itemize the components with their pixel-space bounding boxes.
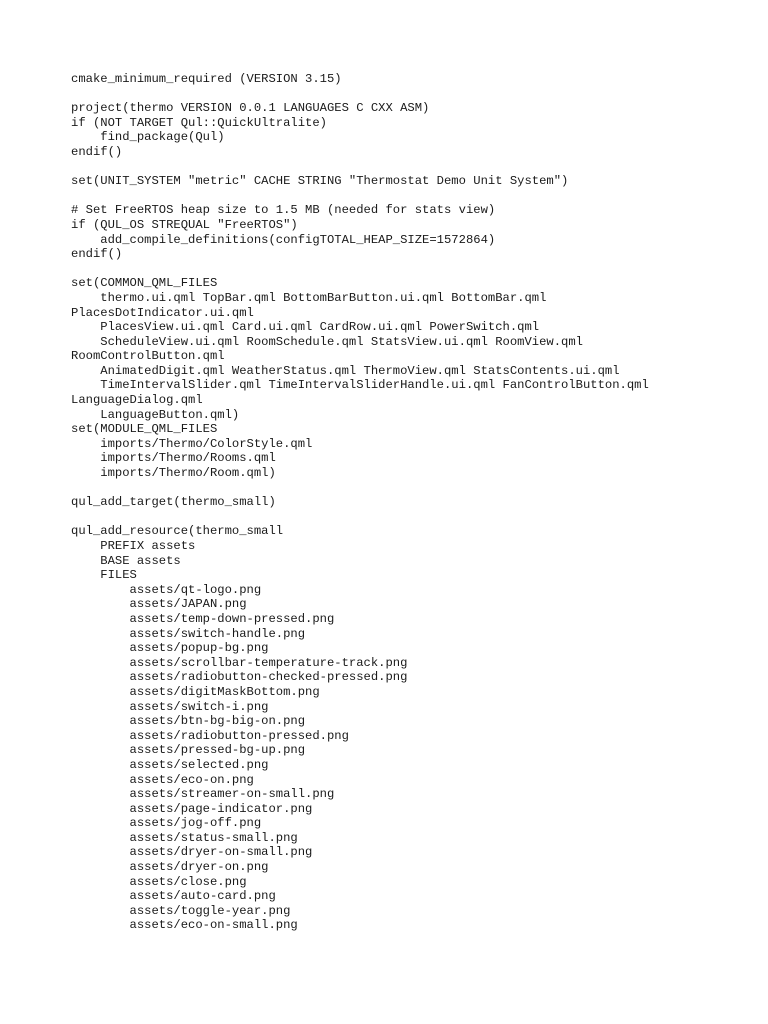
blank-line — [71, 87, 751, 102]
code-line: assets/pressed-bg-up.png — [71, 743, 306, 758]
code-line: assets/dryer-on.png — [71, 860, 269, 875]
code-line: ScheduleView.ui.qml RoomSchedule.qml StatsView.ui.qml RoomView.qml — [71, 334, 583, 349]
code-line: assets/dryer-on-small.png — [71, 845, 313, 860]
blank-line — [71, 262, 751, 277]
code-line: assets/eco-on-small.png — [71, 918, 298, 933]
code-line: assets/auto-card.png — [71, 889, 276, 904]
code-line: assets/switch-handle.png — [71, 626, 306, 641]
code-line: set(MODULE_QML_FILES — [71, 422, 218, 437]
code-line: assets/popup-bg.png — [71, 641, 269, 656]
code-line: LanguageButton.qml) — [71, 407, 240, 422]
code-line: LanguageDialog.qml — [71, 393, 203, 408]
code-line: imports/Thermo/Rooms.qml — [71, 451, 276, 466]
code-line: RoomControlButton.qml — [71, 349, 225, 364]
code-line: assets/toggle-year.png — [71, 903, 291, 918]
code-line: assets/switch-i.png — [71, 699, 269, 714]
code-line: assets/close.png — [71, 874, 247, 889]
blank-line — [71, 189, 751, 204]
code-line: assets/page-indicator.png — [71, 801, 313, 816]
code-line: assets/JAPAN.png — [71, 597, 247, 612]
code-line: assets/qt-logo.png — [71, 582, 262, 597]
code-line: imports/Thermo/ColorStyle.qml — [71, 436, 313, 451]
code-line: BASE assets — [71, 553, 181, 568]
code-line: assets/jog-off.png — [71, 816, 262, 831]
code-line: find_package(Qul) — [71, 130, 225, 145]
code-line: add_compile_definitions(configTOTAL_HEAP_SIZE=1572864) — [71, 232, 496, 247]
code-line: assets/radiobutton-pressed.png — [71, 728, 349, 743]
code-line: FILES — [71, 568, 137, 583]
code-line: if (NOT TARGET Qul::QuickUltralite) — [71, 115, 327, 130]
code-line: project(thermo VERSION 0.0.1 LANGUAGES C CXX ASM) — [71, 101, 430, 116]
code-line: set(UNIT_SYSTEM "metric" CACHE STRING "Thermostat Demo Unit System") — [71, 174, 569, 189]
code-line: PlacesView.ui.qml Card.ui.qml CardRow.ui.qml PowerSwitch.qml — [71, 320, 540, 335]
code-line: endif() — [71, 144, 123, 159]
blank-line — [71, 510, 751, 525]
code-line: assets/btn-bg-big-on.png — [71, 714, 306, 729]
code-line: assets/digitMaskBottom.png — [71, 684, 320, 699]
code-line: assets/streamer-on-small.png — [71, 787, 335, 802]
code-line: qul_add_target(thermo_small) — [71, 495, 276, 510]
blank-line — [71, 160, 751, 175]
code-listing — [71, 72, 751, 933]
code-line: imports/Thermo/Room.qml) — [71, 466, 276, 481]
code-line: assets/radiobutton-checked-pressed.png — [71, 670, 408, 685]
blank-line — [71, 481, 751, 496]
code-line: thermo.ui.qml TopBar.qml BottomBarButton.ui.qml BottomBar.qml — [71, 290, 547, 305]
code-line: assets/status-small.png — [71, 830, 298, 845]
code-line: assets/eco-on.png — [71, 772, 254, 787]
code-line: assets/selected.png — [71, 757, 269, 772]
code-line: cmake_minimum_required (VERSION 3.15) — [71, 72, 342, 86]
code-line: PlacesDotIndicator.ui.qml — [71, 305, 254, 320]
code-line: set(COMMON_QML_FILES — [71, 276, 218, 291]
code-line: # Set FreeRTOS heap size to 1.5 MB (needed for stats view) — [71, 203, 496, 218]
code-line: TimeIntervalSlider.qml TimeIntervalSliderHandle.ui.qml FanControlButton.qml — [71, 378, 649, 393]
code-line: qul_add_resource(thermo_small — [71, 524, 284, 539]
code-line: if (QUL_OS STREQUAL "FreeRTOS") — [71, 217, 298, 232]
code-line: assets/temp-down-pressed.png — [71, 611, 335, 626]
code-line: endif() — [71, 247, 123, 262]
code-line: AnimatedDigit.qml WeatherStatus.qml ThermoView.qml StatsContents.ui.qml — [71, 363, 620, 378]
code-line: assets/scrollbar-temperature-track.png — [71, 655, 408, 670]
code-line: PREFIX assets — [71, 539, 196, 553]
